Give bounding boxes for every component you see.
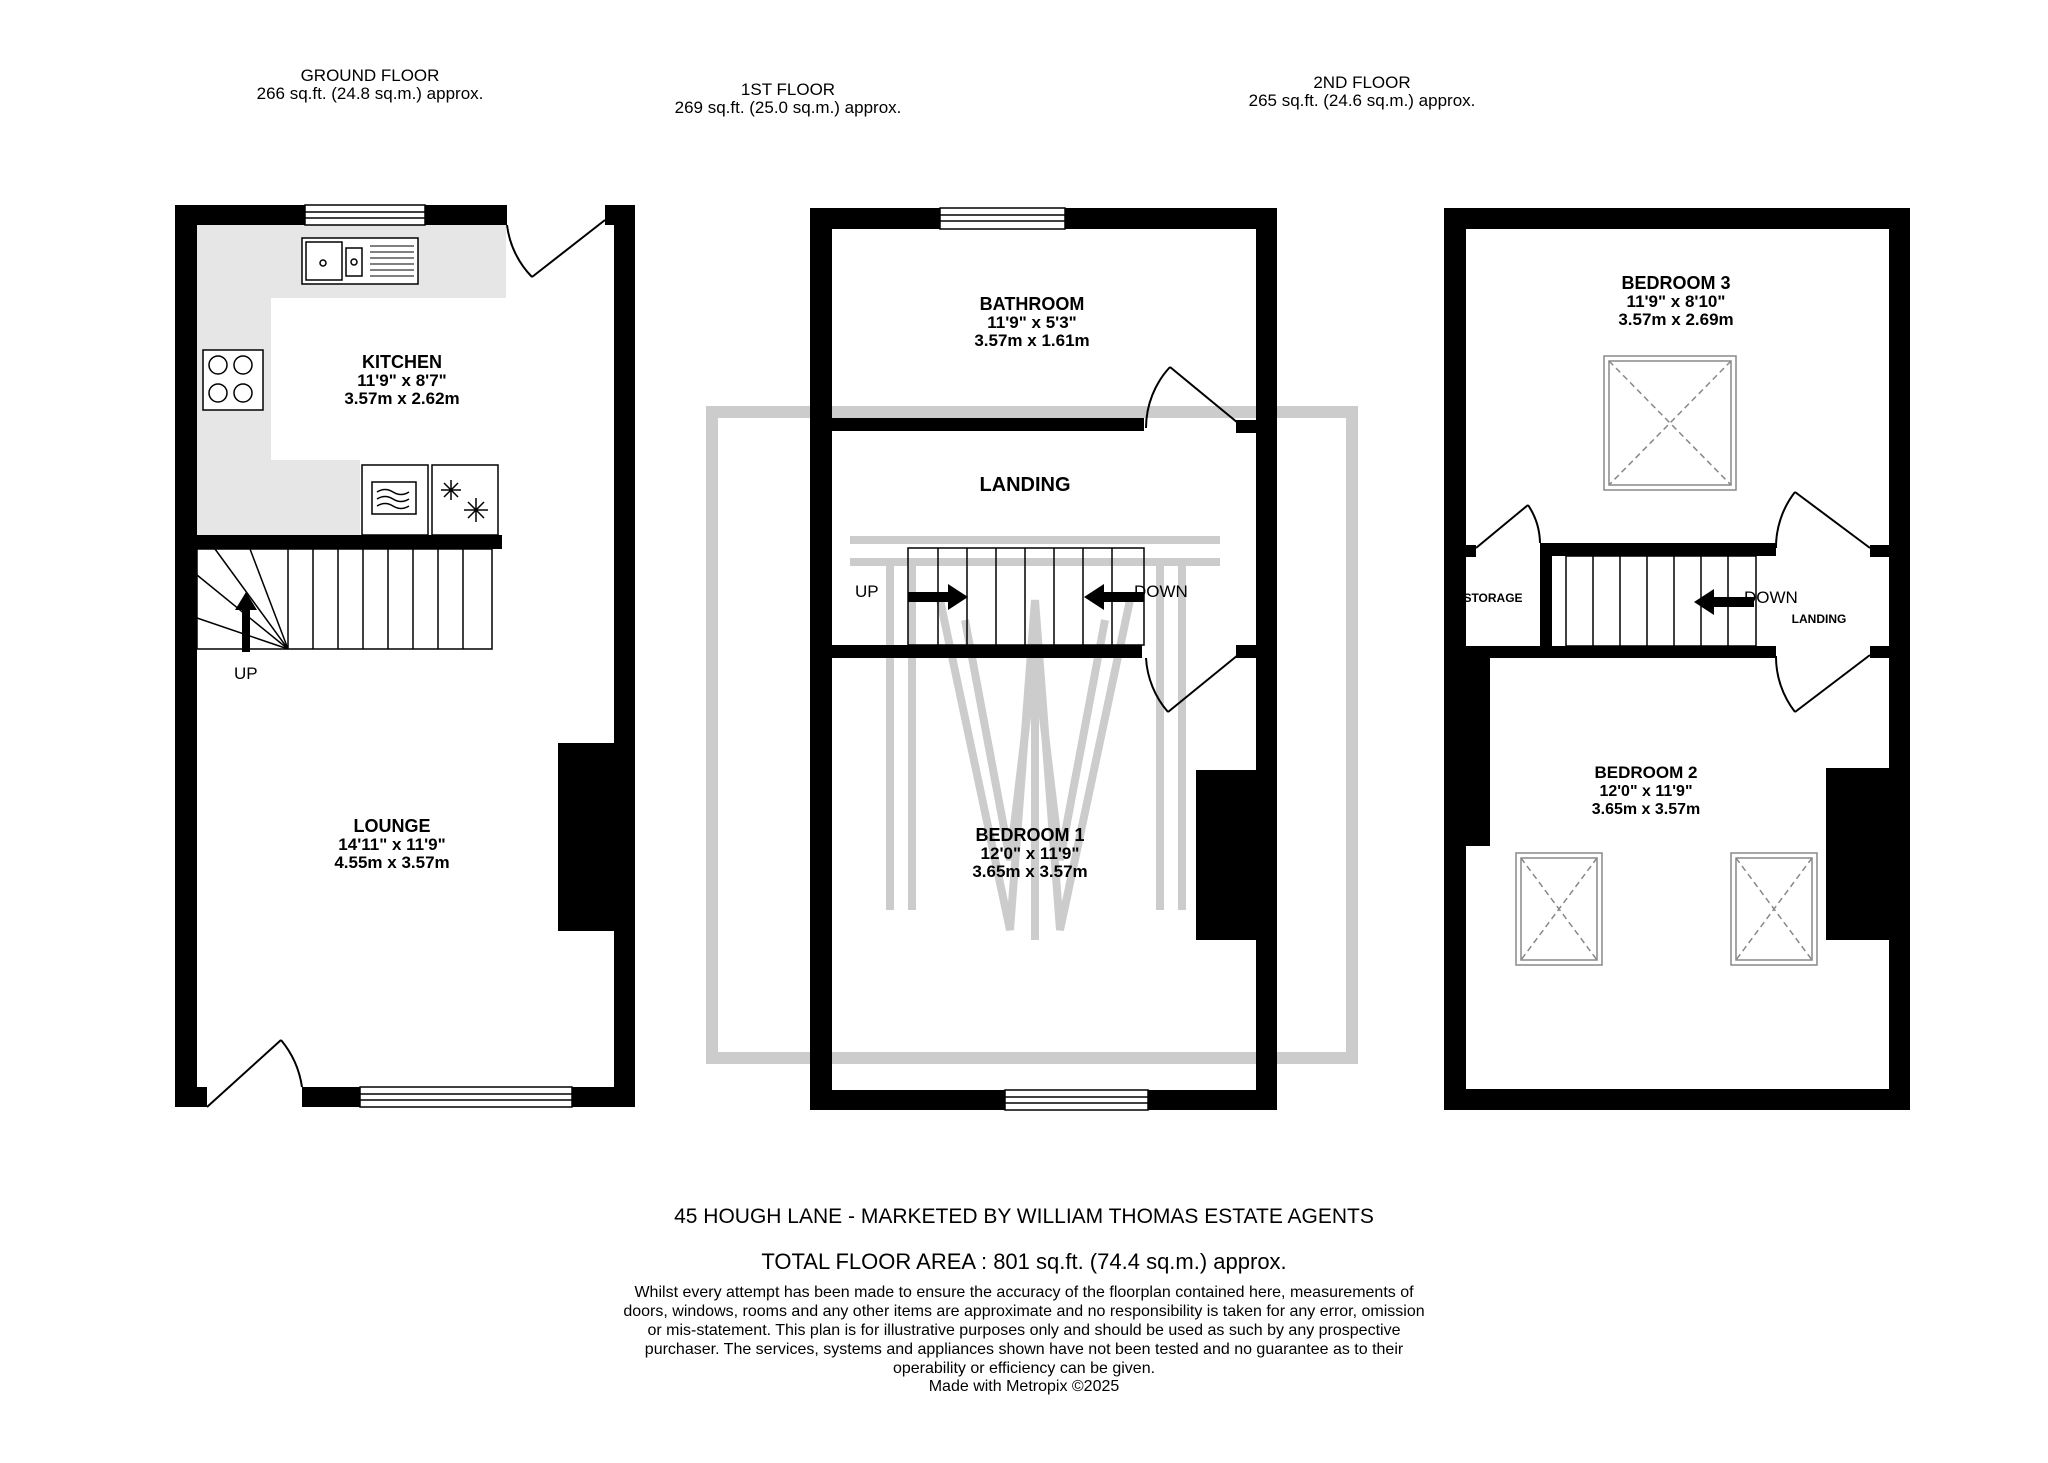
disclaimer-text: Whilst every attempt has been made to ensure the accuracy of the floorplan contained here, measurements of doors, windows, rooms and any other items are approximate and no responsibility is taken for any error, omission or mis-statement. This plan is for illustrative purposes only and should be used as such by any prospective purchaser. The services, systems and appliances shown have not been tested and no guarantee as to their operability or efficiency can be given.: [623, 1284, 1425, 1377]
bedroom3-imperial: 11'9" x 8'10": [1626, 292, 1726, 311]
ground-staircase: [197, 549, 492, 649]
footer-title: 45 HOUGH LANE - MARKETED BY WILLIAM THOMAS ESTATE AGENTS: [674, 1205, 1374, 1228]
skylight-icon: [1731, 853, 1817, 965]
bedroom2-name: BEDROOM 2: [1594, 763, 1698, 782]
first-down-label: DOWN: [1134, 582, 1188, 601]
landing-name: LANDING: [979, 474, 1071, 496]
kitchen-name: KITCHEN: [362, 352, 442, 372]
bedroom2-imperial: 12'0" x 11'9": [1599, 783, 1693, 800]
skylight-icon: [1516, 853, 1602, 965]
bedroom1-metric: 3.65m x 3.57m: [972, 862, 1088, 881]
kitchen-imperial: 11'9" x 8'7": [357, 371, 447, 390]
kitchen-metric: 3.57m x 2.62m: [344, 389, 460, 408]
second-floor-plan: [1444, 208, 1910, 1110]
second-floor-name: 2ND FLOOR: [1313, 73, 1411, 92]
bathroom-name: BATHROOM: [979, 294, 1085, 314]
bedroom3-name: BEDROOM 3: [1621, 273, 1731, 293]
ground-up-label: UP: [234, 664, 258, 683]
lounge-imperial: 14'11" x 11'9": [338, 835, 446, 854]
bedroom1-name: BEDROOM 1: [975, 825, 1085, 845]
lounge-metric: 4.55m x 3.57m: [334, 853, 450, 872]
ground-floor-name: GROUND FLOOR: [300, 66, 440, 85]
bedroom1-imperial: 12'0" x 11'9": [980, 844, 1080, 863]
ground-floor-area: 266 sq.ft. (24.8 sq.m.) approx.: [256, 84, 484, 103]
lounge-name: LOUNGE: [353, 816, 431, 836]
second-floor-area: 265 sq.ft. (24.6 sq.m.) approx.: [1248, 91, 1476, 110]
second-down-label: DOWN: [1744, 588, 1798, 607]
bedroom3-metric: 3.57m x 2.69m: [1618, 310, 1734, 329]
first-floor-area: 269 sq.ft. (25.0 sq.m.) approx.: [674, 98, 902, 117]
landing2-name: LANDING: [1791, 612, 1847, 626]
first-up-label: UP: [855, 582, 879, 601]
first-floor-name: 1ST FLOOR: [740, 80, 836, 99]
hob-icon: [203, 350, 263, 410]
skylight-icon: [1604, 356, 1736, 490]
bathroom-metric: 3.57m x 1.61m: [974, 331, 1090, 350]
freezer-icon: [432, 465, 498, 535]
bathroom-imperial: 11'9" x 5'3": [987, 313, 1077, 332]
bedroom2-metric: 3.65m x 3.57m: [1591, 801, 1701, 818]
made-with-credit: Made with Metropix ©2025: [928, 1378, 1120, 1395]
storage-name: STORAGE: [1463, 591, 1523, 605]
total-floor-area: TOTAL FLOOR AREA : 801 sq.ft. (74.4 sq.m.) approx.: [761, 1249, 1287, 1274]
sink-icon: [302, 238, 418, 284]
ground-floor-plan: [175, 205, 635, 1107]
microwave-icon: [362, 465, 428, 535]
